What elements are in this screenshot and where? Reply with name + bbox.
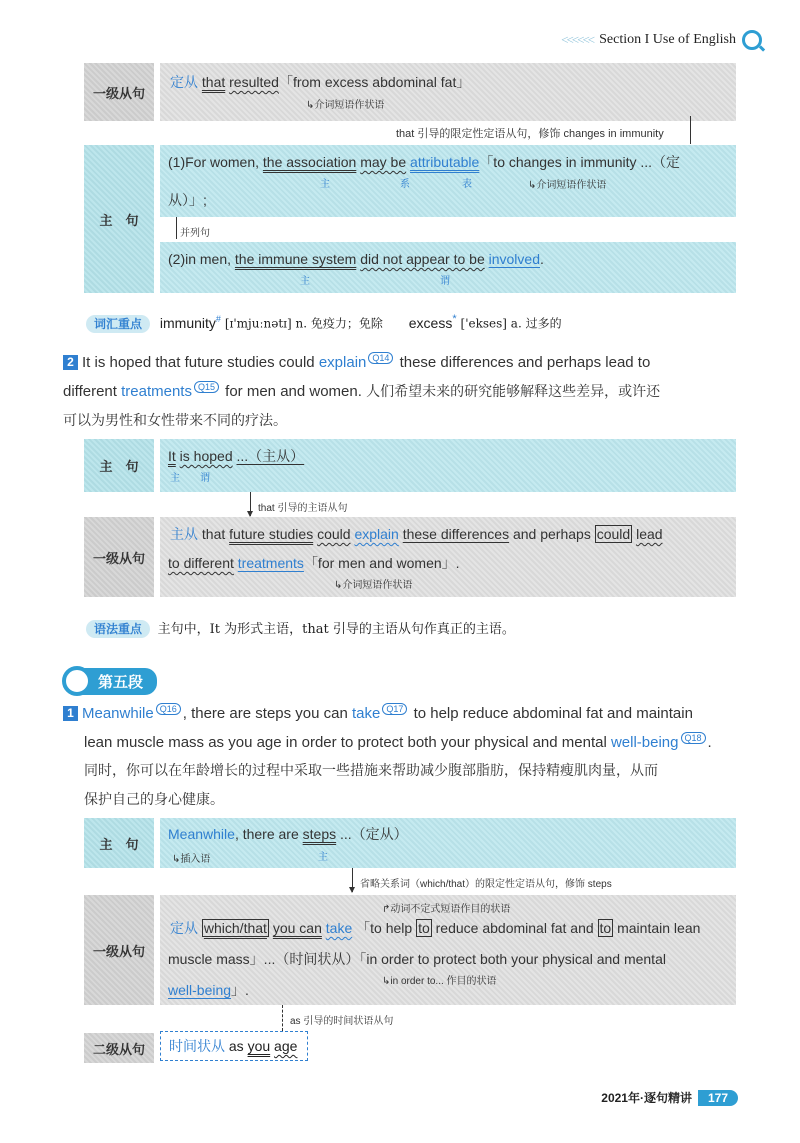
- search-q-icon: [742, 30, 762, 50]
- footer-title: 2021年·逐句精讲: [601, 1091, 692, 1105]
- main-clause-box-1b: (2)in men, the immune system did not appear to be involved. 主 谓: [160, 242, 736, 293]
- question-marker[interactable]: Q17: [382, 703, 407, 715]
- parallel-note: 并列句: [180, 228, 210, 239]
- clause-tag: 定从: [170, 74, 198, 90]
- sub-clause-box-3: ↱动词不定式短语作目的状语 定从 which/that you can take 「to help to reduce abdominal fat and to maintain lean muscle mass」...（时间状从）「in order to protect both your physical and mental well-being」. ↳in order to... 作目的状语: [160, 895, 736, 1005]
- label-main-clause-3: 主 句: [84, 818, 154, 868]
- sub2-clause-box: 时间状从 as you age: [160, 1031, 308, 1061]
- label-sub-clause-1: 一级从句: [84, 63, 154, 121]
- link-note: as 引导的时间状语从句: [290, 1016, 394, 1027]
- predicative: attributable: [410, 154, 480, 170]
- header-arrows: <<<<<<: [561, 32, 594, 47]
- label-sub-clause-4: 二级从句: [84, 1033, 154, 1063]
- link-note: 省略关系词（which/that）的限定性定语从句，修饰 steps: [360, 879, 612, 890]
- main-clause-box-3: Meanwhile, there are steps ...（定从） ↳插入语 主: [160, 818, 736, 868]
- running-header: [561, 30, 762, 50]
- label-sub-clause-2: 一级从句: [84, 517, 154, 597]
- sub-clause-box-1: 定从 that resulted「from excess abdominal fat」 ↳介词短语作状语: [160, 63, 736, 121]
- label-sub-clause-3: 一级从句: [84, 895, 154, 1005]
- main-clause-box-2: It is hoped ...（主从） 主 谓: [160, 439, 736, 492]
- link-note: that 引导的限定性定语从句，修饰 changes in immunity: [396, 128, 664, 140]
- page-footer: [601, 1089, 738, 1106]
- sub-clause-box-2: 主从 that future studies could explain these differences and perhaps could lead to different treatments「for men and women」. ↳介词短语作状语: [160, 517, 736, 597]
- relative-pronoun: that: [201, 74, 226, 90]
- grammar-tag: 语法重点: [86, 620, 150, 638]
- page-number: 177: [698, 1090, 738, 1106]
- question-marker[interactable]: Q14: [368, 352, 393, 364]
- question-marker[interactable]: Q15: [194, 381, 219, 393]
- question-marker[interactable]: Q18: [681, 732, 706, 744]
- main-clause-box-1a: (1)For women, the association may be attributable「to changes in immunity ...（定 主 系 表 ↳介词短语作状语 从）」;: [160, 145, 736, 217]
- label-main-clause-1: 主 句: [84, 145, 154, 293]
- section-heading: 第五段: [62, 666, 157, 696]
- search-q-icon: [62, 666, 92, 696]
- link-line: [690, 116, 691, 144]
- grammar-row: 语法重点 主句中，It 为形式主语，that 引导的主语从句作真正的主语。: [86, 618, 515, 637]
- header-section-title: Section I Use of English: [599, 32, 736, 47]
- link-note: that 引导的主语从句: [258, 503, 348, 514]
- predicate: resulted: [229, 74, 279, 90]
- vocab-row: 词汇重点 immunity# [ɪ'mjuːnətɪ] n. 免疫力；免除 excess* ['ekses] a. 过多的: [86, 313, 562, 332]
- linking-verb: may be: [360, 154, 407, 170]
- label-main-clause-2: 主 句: [84, 439, 154, 492]
- sentence-2: 2 It is hoped that future studies could explain Q14 these differences and perhaps lead to different treatments Q15 for men and women. 人们希望未来的研究能够解释这些差异，或许还 可以为男性和女性带来不同的疗法。: [63, 353, 661, 429]
- question-marker[interactable]: Q16: [156, 703, 181, 715]
- subject: the association: [262, 154, 357, 170]
- annotation: ↳介词短语作状语: [306, 100, 385, 111]
- vocab-tag: 词汇重点: [86, 315, 150, 333]
- sentence-1: 1 Meanwhile Q16 , there are steps you can take Q17 to help reduce abdominal fat and maintain lean muscle mass as you age in order to protect both your physical and mental well-being Q18 . 同时，你可以在年龄增长的过程中采取一些措施来帮助减少腹部脂肪，保持精瘦肌肉量，从而 保护自己的身心健康。: [63, 699, 743, 815]
